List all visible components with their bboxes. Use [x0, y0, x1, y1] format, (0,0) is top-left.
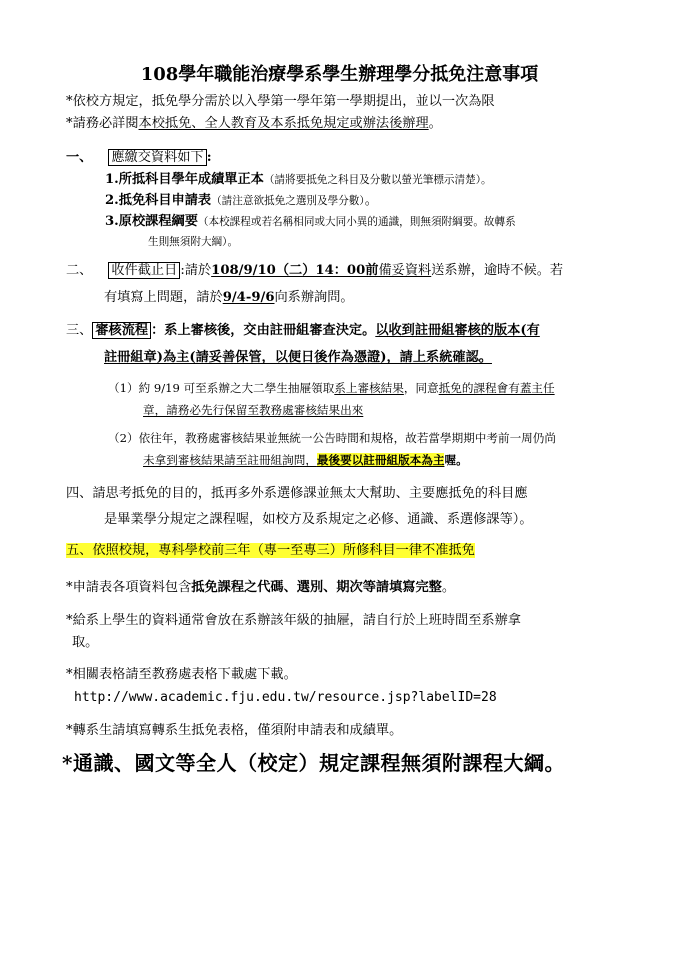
section-4-line-2: 是畢業學分規定之課程喔，如校方及系規定之必修、通識、系選修課等）。 [104, 512, 533, 527]
section-3-text-1: ：系上審核後，交由註冊組審查決定。 [151, 323, 376, 338]
note-4: *轉系生請填寫轉系生抵免表格，僅須附申請表和成績單。 [66, 723, 403, 738]
sub-2-emphasis: 最後要以註冊組版本為主 [316, 453, 445, 467]
section-3-number: 三、 [66, 323, 93, 338]
section-3-line-1 [66, 323, 540, 340]
regulation-reference: 本校抵免、全人教育及本系抵免規定或辦法後辦理 [138, 116, 429, 131]
item-3-label: 3.原校課程綱要 [105, 214, 198, 229]
section-2-title: 收件截止日 [108, 262, 180, 279]
section-3-title: 審核流程 [92, 322, 151, 339]
section-3-sub-1 [108, 381, 555, 395]
section-2-text-1: :請於 [180, 263, 212, 278]
inquiry-date: 9/4-9/6 [222, 290, 275, 305]
item-1-note: （請將要抵免之科目及分數以螢光筆標示清楚）。 [263, 174, 492, 186]
sub-1-part-b: 系上審核結果 [334, 381, 404, 395]
intro-line-1: *依校方規定，抵免學分需於以入學第一學年第一學期提出，並以一次為限 [66, 94, 495, 109]
section-2-text-3: 送系辦，逾時不候。若 [431, 263, 564, 278]
section-3-sub-2-cont [143, 453, 468, 467]
section-3-text-2: 以收到註冊組審核的版本(有 [375, 323, 540, 338]
section-1-title: 應繳交資料如下 [108, 149, 206, 166]
intro-line-2-suffix: 。 [428, 116, 442, 131]
section-5-text: 五、依照校規，專科學校前三年（專一至專三）所修科目一律不准抵免 [66, 543, 475, 558]
sub-1-part-a: （1）約 9/19 可至系辦之大二學生抽屜領取 [108, 381, 335, 395]
item-2-note: （請注意欲抵免之選別及學分數） [211, 195, 365, 207]
note-1-c: 。 [441, 580, 456, 595]
sub-1-part-c: ，同意 [403, 381, 439, 395]
section-2-text-2: 備妥資料 [378, 263, 432, 278]
sub-2-end: 喔。 [444, 453, 468, 467]
section-4-line-1: 四、請思考抵免的目的，抵再多外系選修課並無太大幫助、主要應抵免的科目應 [66, 486, 528, 501]
section-1-colon: : [206, 150, 212, 165]
item-3-note: （本校課程或若名稱相同或大同小異的通識，則無須附綱要。故轉系 [197, 216, 516, 228]
section-1-item-2 [105, 193, 378, 210]
note-2-line-1: *給系上學生的資料通常會放在系辦該年級的抽屜，請自行於上班時間至系辦拿 [66, 613, 521, 628]
deadline-date: 108/9/10（二）14：00前 [211, 263, 379, 278]
note-2-line-2: 取。 [72, 635, 99, 650]
section-1-item-1 [105, 172, 492, 189]
resource-url[interactable]: http://www.academic.fju.edu.tw/resource.jsp?labelID=28 [74, 690, 497, 705]
section-1-item-3 [105, 214, 516, 231]
section-1-number: 一、 [66, 150, 93, 165]
item-2-tail: 。 [364, 193, 378, 208]
section-1-heading [66, 150, 212, 167]
section-2-line-2b: 向系辦詢問。 [274, 290, 354, 305]
page-title: 108學年職能治療學系學生辦理學分抵免注意事項 [140, 64, 539, 85]
section-3-line-2: 註冊組章)為主(請妥善保管，以便日後作為憑證)，請上系統確認。 [104, 350, 492, 365]
section-2-line-2a: 有填寫上問題，請於 [104, 290, 223, 305]
section-5-line [66, 543, 475, 560]
section-2-line-2 [104, 290, 354, 307]
section-2-line-1 [66, 263, 563, 280]
section-3-sub-2: （2）依往年，教務處審核結果並無統一公告時間和規格，故若當學期期中考前一周仍尚 [108, 431, 556, 445]
intro-line-2-prefix: *請務必詳閱 [66, 116, 139, 131]
sub-1-part-d: 抵免的課程會有蓋主任 [438, 381, 555, 395]
section-1-item-3-note-cont: 生則無須附大綱）。 [148, 236, 239, 248]
item-2-label: 2.抵免科目申請表 [105, 193, 212, 208]
intro-line-2 [66, 116, 442, 133]
note-3-line-1: *相關表格請至教務處表格下載處下載。 [66, 667, 297, 682]
section-2-number: 二、 [66, 263, 93, 278]
note-5: *通識、國文等全人（校定）規定課程無須附課程大綱。 [62, 751, 565, 775]
note-1 [66, 580, 455, 597]
section-3-sub-1-cont: 章，請務必先行保留至教務處審核結果出來 [143, 403, 364, 417]
sub-2-line-2: 未拿到審核結果請至註冊組詢問， [143, 453, 317, 467]
note-1-a: *申請表各項資料包含 [66, 580, 192, 595]
note-1-b: 抵免課程之代碼、選別、期次等請填寫完整 [191, 580, 442, 595]
item-1-label: 1.所抵科目學年成績單正本 [105, 172, 264, 187]
